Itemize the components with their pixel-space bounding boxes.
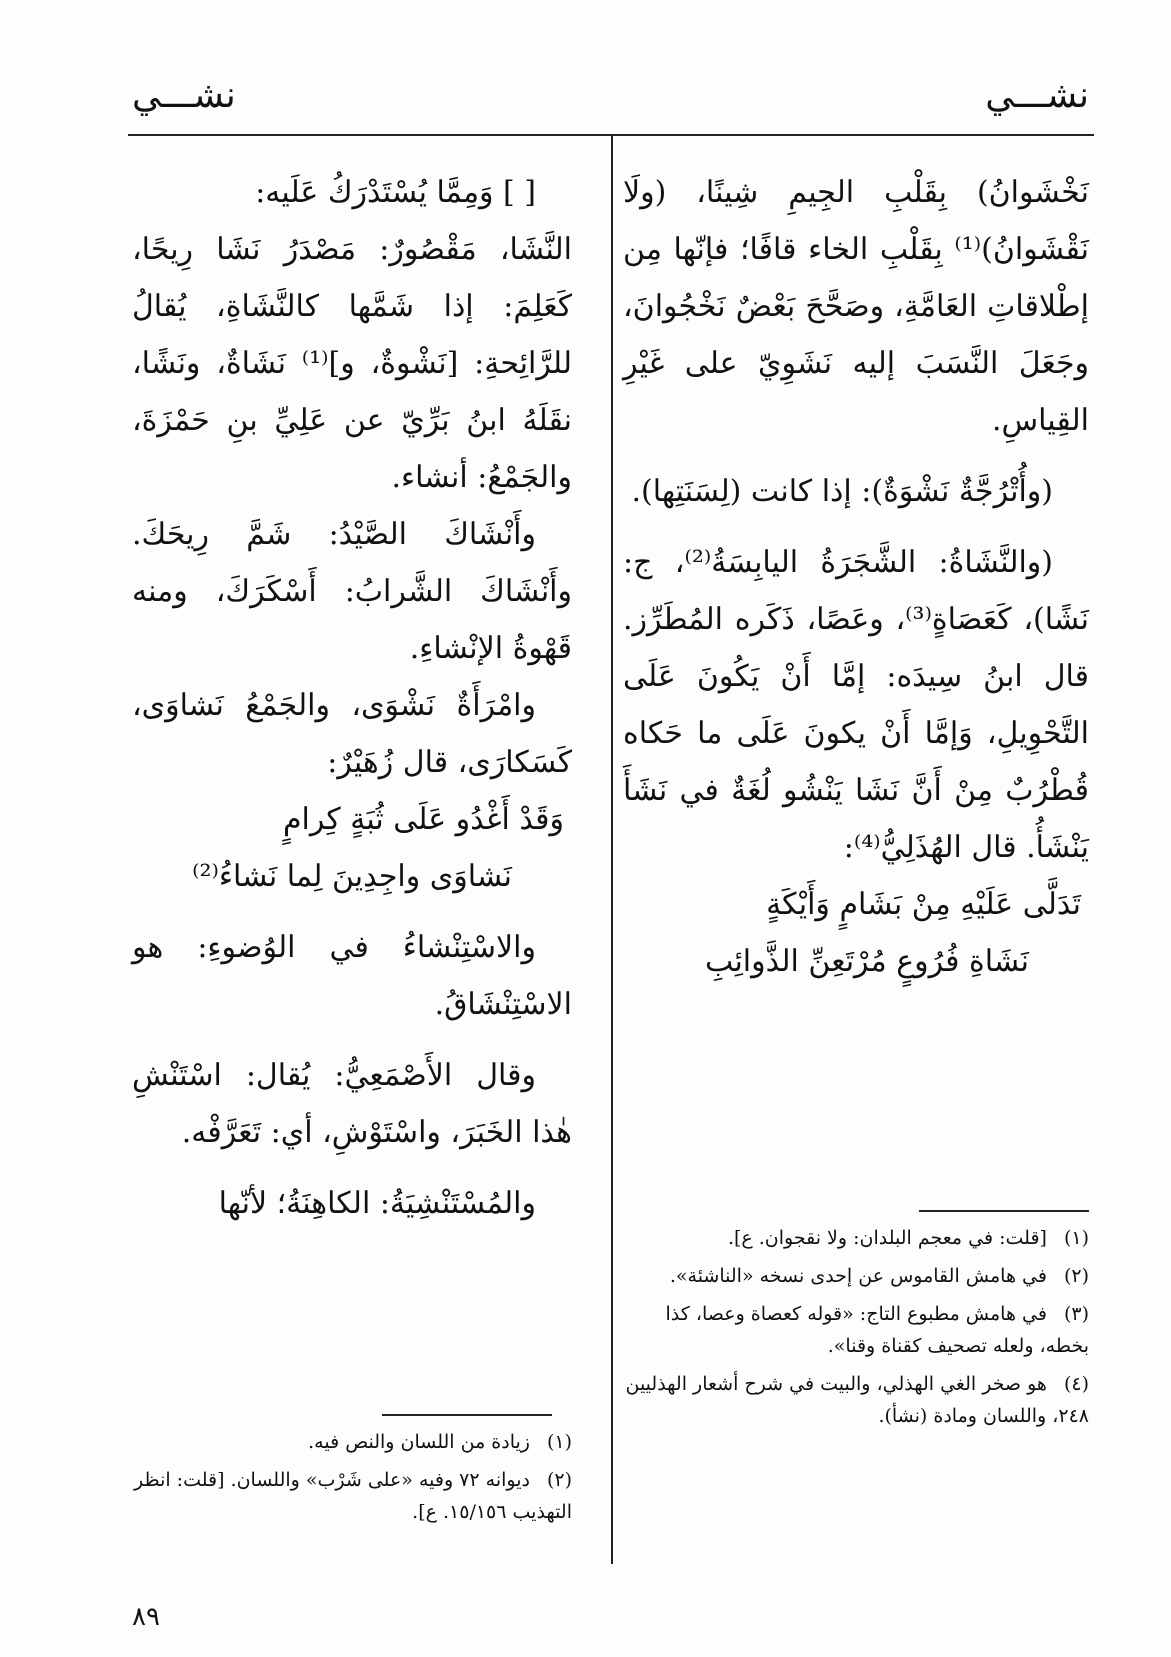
footnote-right-4 (623, 1368, 1089, 1432)
footnote-number: (٤) (1063, 1373, 1089, 1395)
left-paragraph-5: والاسْتِنْشاءُ في الوُضوءِ: هو الاسْتِنْشَاقُ. (132, 930, 572, 1022)
right-paragraph-1: نَخْشَوانُ) بِقَلْبِ الجِيمِ شِينًا، (ولَا نَقْشَوانُ)⁽¹⁾ بِقَلْبِ الخاء قافًا؛ فإنّها مِن إطْلاقاتِ العَامَّةِ، وصَحَّحَ بَعْضٌ نَخْجُوانَ، وجَعَلَ النَّسَبَ إليه نَشَوِيّ على غَيْرِ القِياسِ. (623, 175, 1089, 438)
footnote-left-1 (132, 1426, 572, 1458)
left-paragraph-7: والمُسْتَنْشِيَةُ: الكاهِنَةُ؛ لأنّها (218, 1186, 536, 1221)
footnote-text: في هامش مطبوع التاج: «قوله كعصاة وعصا، كذا بخطه، ولعله تصحيف كقناة وقنا». (665, 1303, 1089, 1357)
right-column (623, 164, 1089, 990)
left-paragraph-2: النَّشَا، مَقْصُورٌ: مَصْدَرُ نَشَا رِيحًا، كَعَلِمَ: إذا شَمَّها كالنَّشَاةِ، يُقالُ للرَّائِحةِ: [نَشْوةٌ، و]⁽¹⁾ نَشَاةٌ، ونَشًا، نقَلَهُ ابنُ بَرِّيّ عن عَلِيِّ بنِ حَمْزَةَ، والجَمْعُ: أنشاء. (132, 232, 572, 495)
left-paragraph-6: وقال الأَصْمَعِيُّ: يُقال: اسْتَنْشِ هٰذا الخَبَرَ، واسْتَوْشِ، أي: تَعَرَّفْه. (132, 1058, 572, 1150)
footnote-text: في هامش القاموس عن إحدى نسخه «الناشئة». (669, 1265, 1047, 1287)
column-divider (611, 136, 613, 1564)
footnote-number: (٢) (1063, 1265, 1089, 1287)
footnote-text: زيادة من اللسان والنص فيه. (308, 1431, 530, 1453)
running-head-left: نشـــي (132, 75, 236, 116)
footnote-number: (٣) (1063, 1303, 1089, 1325)
left-column (132, 164, 572, 1232)
footnote-number: (١) (1063, 1227, 1089, 1249)
right-paragraph-2: (وأُتْرُجَّةٌ نَشْوَةٌ): إذا كانت (لِسَنَتِها). (631, 474, 1053, 509)
footnote-text: هو صخر الغي الهذلي، والبيت في شرح أشعار الهذليين ٢٤٨، واللسان ومادة (نشأ). (625, 1373, 1089, 1427)
footnotes-right (623, 1222, 1089, 1432)
right-paragraph-3: (والنَّشَاةُ: الشَّجَرَةُ اليابِسَةُ⁽²⁾، ج: نَشًا)، كَعَصَاةٍ⁽³⁾، وعَصًا، ذَكَره المُطَرِّز. قال ابنُ سِيدَه: إمَّا أَنْ يَكُونَ عَلَى التَّحْوِيلِ، وَإمَّا أَنْ يكونَ عَلَى ما حَكاه قُطْرُبٌ مِنْ أَنَّ نَشَا يَنْشُو لُغَةٌ في نَشَأَ يَنْشَأُ. قال الهُذَلِيُّ⁽⁴⁾: (623, 545, 1089, 865)
left-paragraph-1: [ ] وَمِمَّا يُسْتَدْرَكُ عَلَيه: (255, 175, 536, 210)
footnote-left-2 (132, 1464, 572, 1528)
footnote-right-1 (623, 1222, 1089, 1254)
left-paragraph-3: وأَنْشَاكَ الصَّيْدُ: شَمَّ رِيحَكَ. وأَنْشَاكَ الشَّرابُ: أَسْكَرَكَ، ومنه قَهْوةُ الإنْشاءِ. (132, 517, 572, 666)
footnote-rule-left (382, 1414, 552, 1416)
left-paragraph-4: وامْرَأَةٌ نَشْوَى، والجَمْعُ نَشاوَى، كَسَكارَى، قال زُهَيْرٌ: (132, 688, 572, 780)
right-verse-line-1: تَدَلَّى عَلَيْهِ مِنْ بَشَامٍ وَأَيْكَةٍ (766, 887, 1081, 922)
footnote-number: (١) (546, 1431, 572, 1453)
footnote-right-2 (623, 1260, 1089, 1292)
left-verse-line-2: نَشاوَى واجِدِينَ لِما نَشاءُ⁽²⁾ (192, 859, 512, 894)
page-number: ٨٩ (132, 1602, 160, 1632)
footnote-number: (٢) (546, 1469, 572, 1491)
left-verse-line-1: وَقَدْ أَغْدُو عَلَى ثُبَةٍ كِرامٍ (282, 802, 564, 837)
footnote-right-3 (623, 1298, 1089, 1362)
right-verse-line-2: نَشَاةِ فُرُوعٍ مُرْتَعِنِّ الذَّوائِبِ (705, 944, 1029, 979)
footnote-text: [قلت: في معجم البلدان: ولا نقجوان. ع]. (727, 1227, 1047, 1249)
footnotes-left (132, 1426, 572, 1528)
running-head-right: نشـــي (985, 75, 1089, 116)
footnote-text: ديوانه ٧٢ وفيه «على شَرْب» واللسان. [قلت: انظر التهذيب ١٥/١٥٦. ع]. (134, 1469, 572, 1523)
footnote-rule-right (919, 1210, 1089, 1212)
